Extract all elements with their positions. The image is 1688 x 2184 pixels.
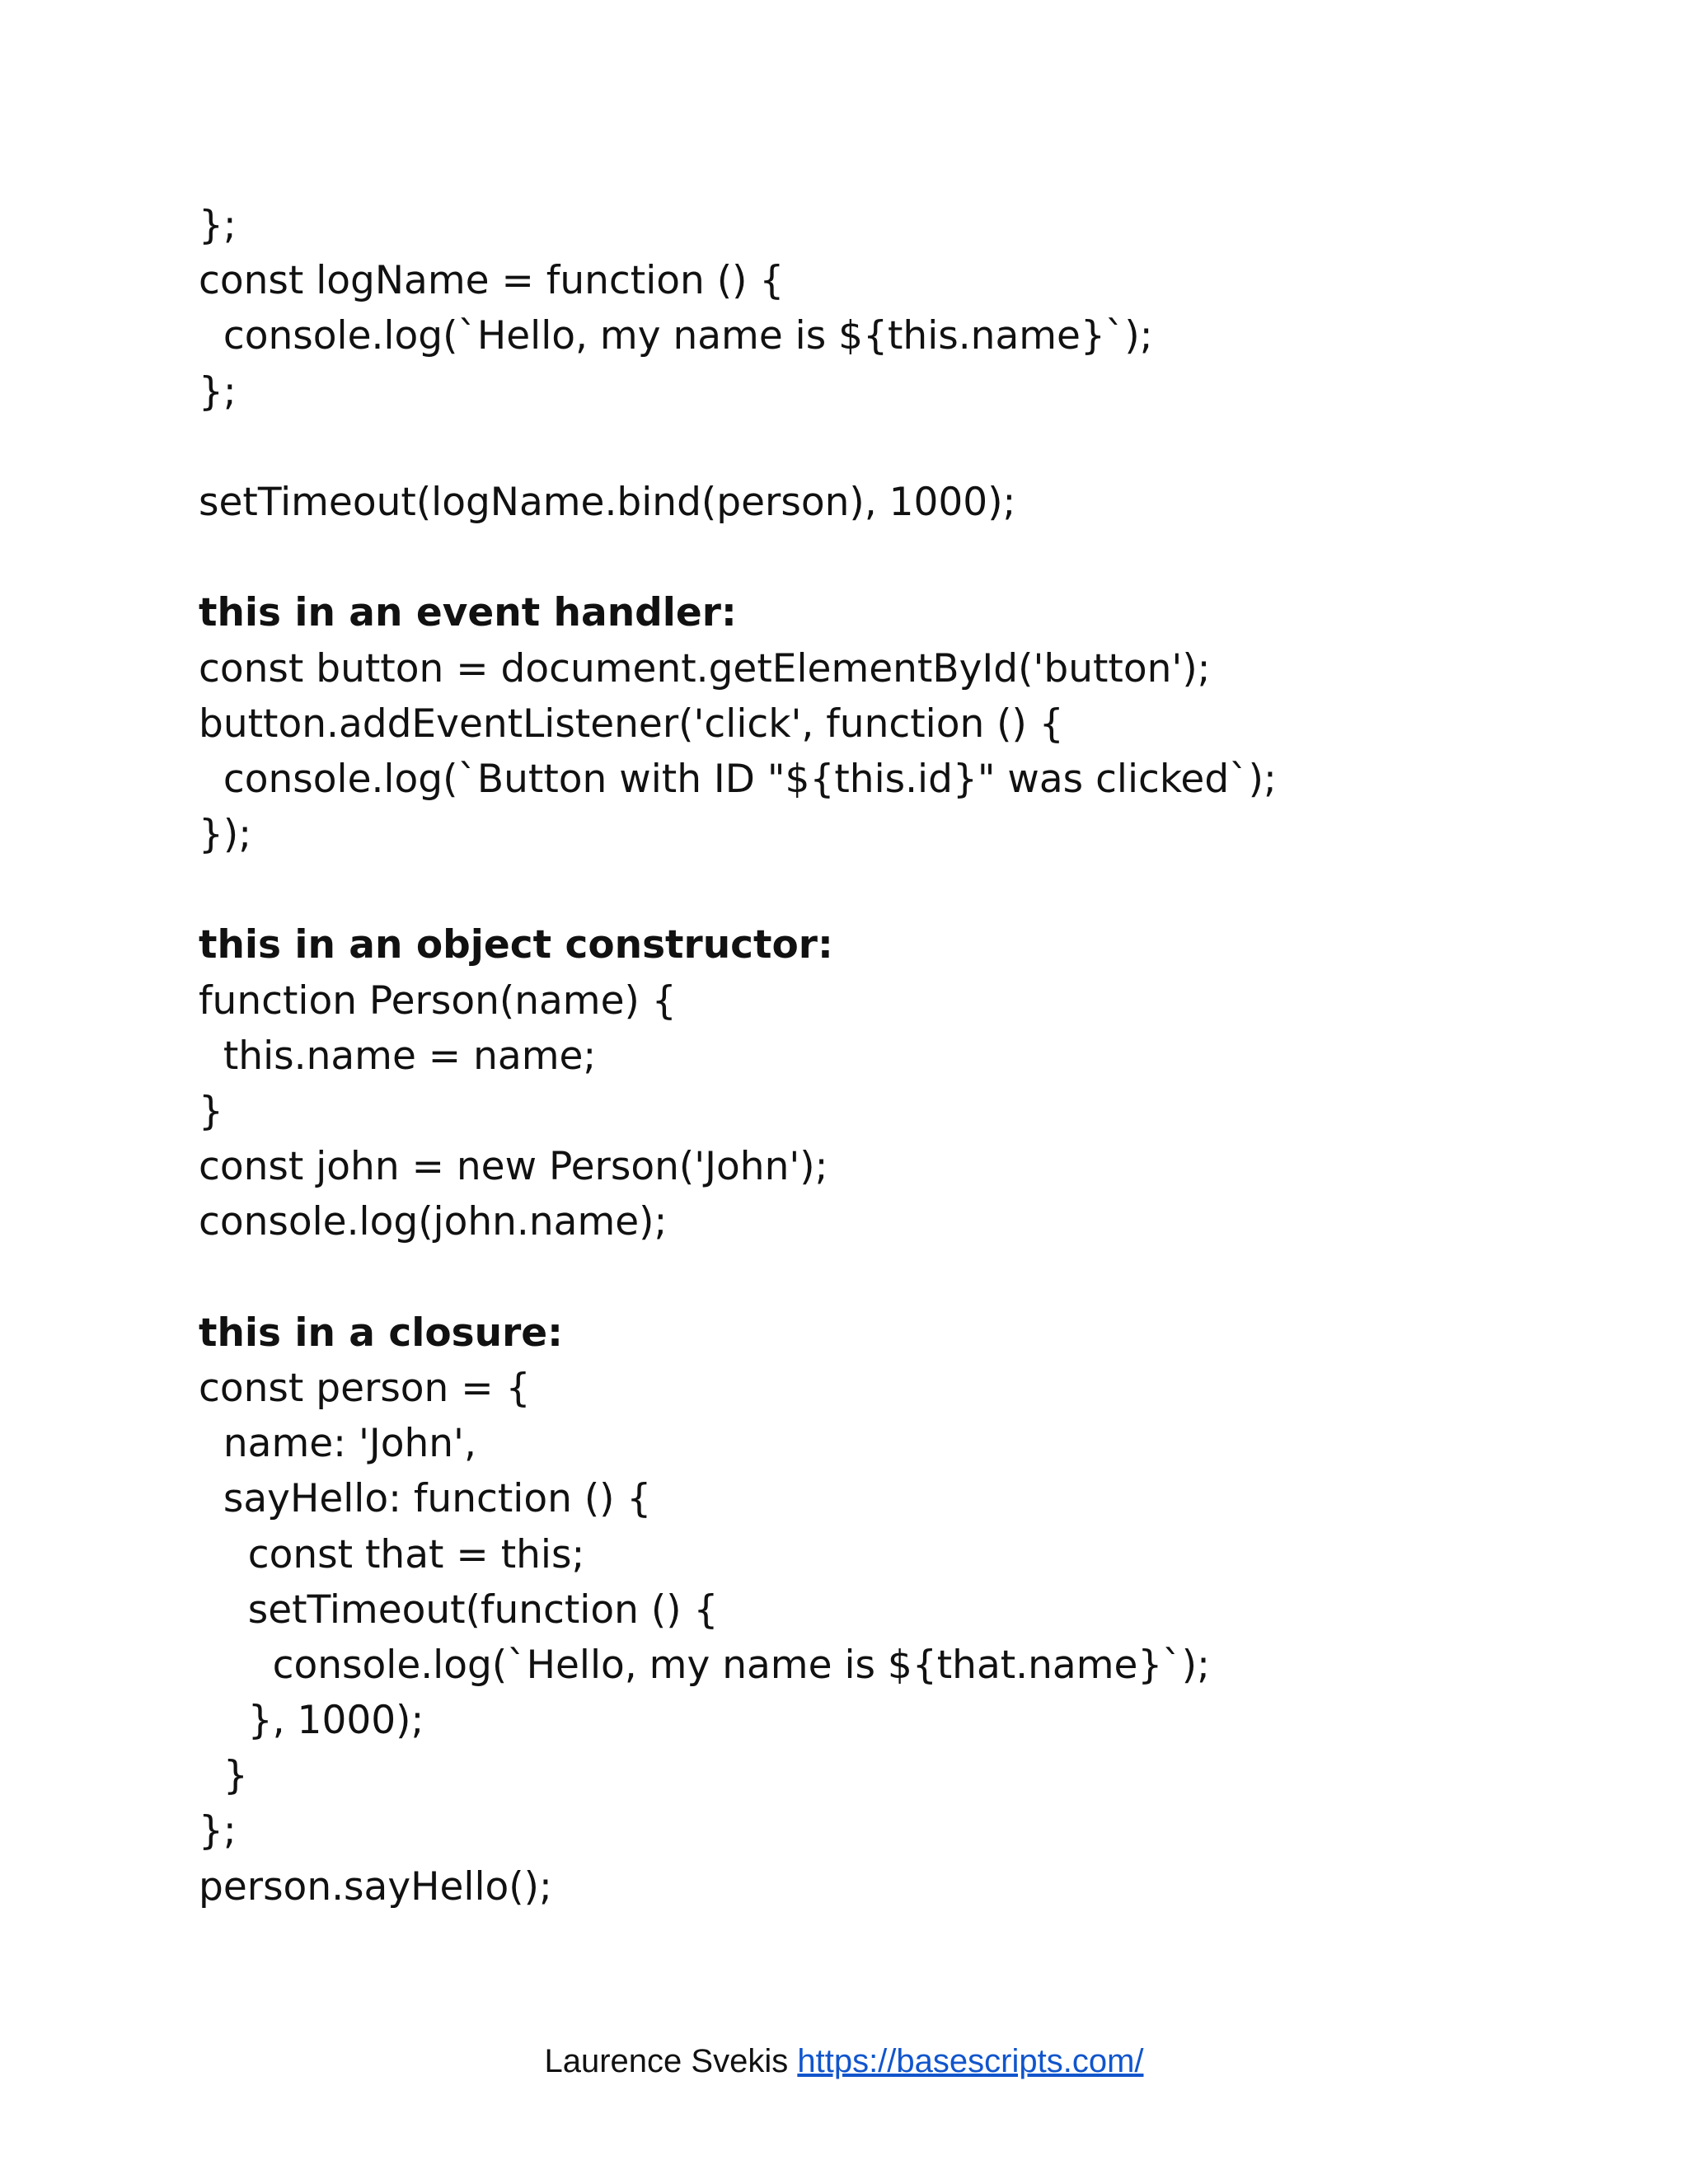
code-line: const person = { (199, 1365, 531, 1411)
code-line: sayHello: function () { (199, 1476, 652, 1522)
code-line: console.log(john.name); (199, 1199, 668, 1245)
code-line: console.log(`Hello, my name is ${this.name}`); (199, 313, 1153, 359)
code-line: setTimeout(function () { (199, 1586, 719, 1633)
code-line: console.log(`Button with ID "${this.id}" was clicked`); (199, 756, 1277, 802)
footer (0, 2041, 1688, 2082)
code-line: }, 1000); (199, 1698, 424, 1744)
section-heading: this in a closure: (199, 1310, 563, 1356)
code-line: function Person(name) { (199, 977, 677, 1024)
code-line: } (199, 1753, 248, 1799)
code-line: person.sayHello(); (199, 1863, 552, 1910)
code-line: button.addEventListener('click', function () { (199, 701, 1064, 747)
blank-line (199, 530, 1550, 585)
footer-author: Laurence Svekis (544, 2043, 789, 2079)
code-line: }; (199, 1808, 237, 1854)
blank-line (199, 419, 1550, 475)
blank-line (199, 1250, 1550, 1305)
footer-link[interactable]: https://basescripts.com/ (797, 2043, 1144, 2079)
section-heading: this in an event handler: (199, 590, 737, 636)
code-line: setTimeout(logName.bind(person), 1000); (199, 479, 1016, 525)
code-line: const button = document.getElementById('button'); (199, 645, 1211, 691)
section-heading: this in an object constructor: (199, 922, 833, 968)
code-line: const that = this; (199, 1531, 585, 1577)
blank-line (199, 862, 1550, 917)
code-line: this.name = name; (199, 1033, 597, 1079)
code-line: }); (199, 812, 252, 858)
code-line: console.log(`Hello, my name is ${that.name}`); (199, 1642, 1210, 1688)
code-line: const logName = function () { (199, 258, 785, 304)
code-line: const john = new Person('John'); (199, 1144, 828, 1190)
code-line: }; (199, 203, 237, 248)
code-line: name: 'John', (199, 1421, 476, 1467)
code-line: }; (199, 368, 237, 415)
code-content (199, 198, 1550, 1915)
code-line: } (199, 1089, 223, 1134)
